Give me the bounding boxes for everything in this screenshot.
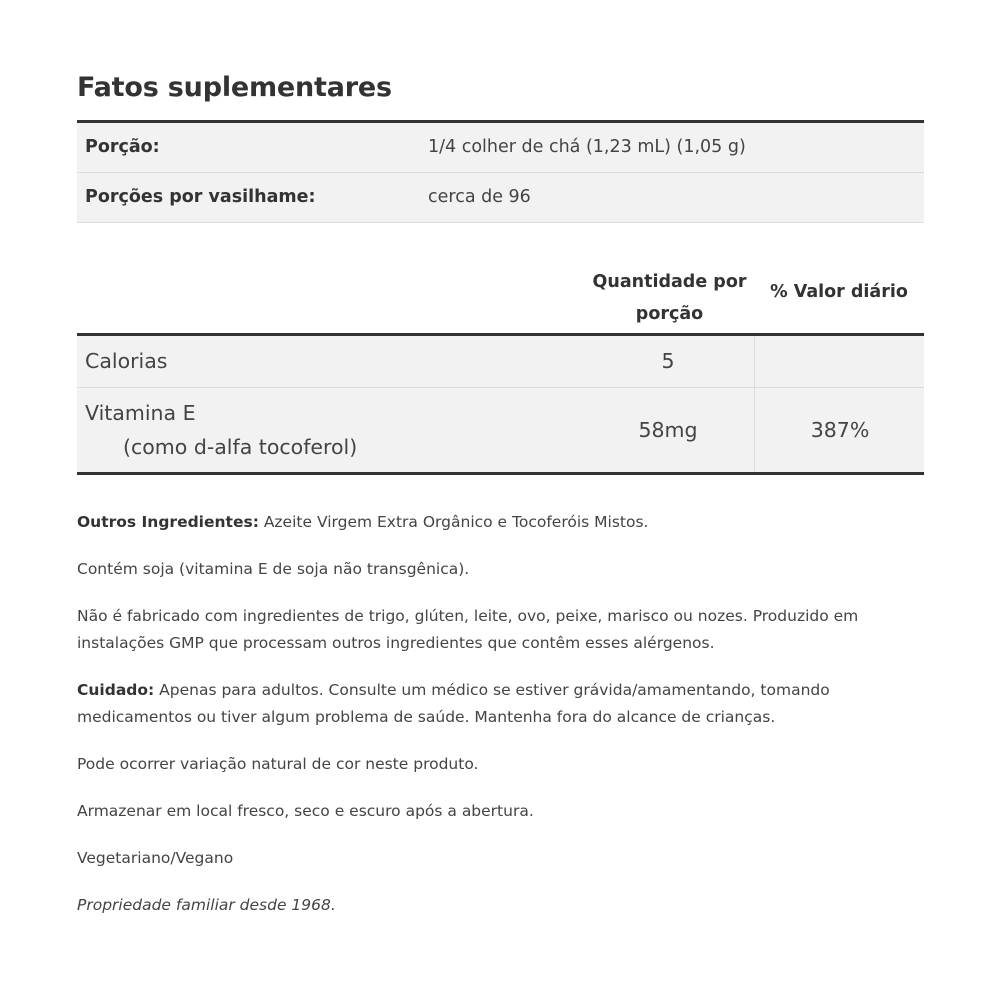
soy-note: Contém soja (vitamina E de soja não transgênica). (77, 560, 470, 578)
other-ingredients-text: Azeite Virgem Extra Orgânico e Tocoferóis Mistos. (258, 513, 649, 531)
servings-per-container-label: Porções por vasilhame: (85, 187, 316, 207)
caution-label: Cuidado: (77, 681, 155, 699)
amount-per-serving-header (582, 266, 757, 330)
nutrient-daily-value (754, 336, 925, 387)
page-title: Fatos suplementares (77, 72, 392, 103)
servings-per-container-value: cerca de 96 (428, 187, 531, 207)
serving-size-row (77, 123, 924, 173)
servings-per-container-row (77, 173, 924, 223)
nutrient-table-header (77, 262, 924, 334)
serving-info-table (77, 120, 924, 223)
caution-note: Cuidado: Apenas para adultos. Consulte um médico se estiver grávida/amamentando, tomando medicamentos ou tiver algum problema de saúde. Mantenha fora do alcance de crianças. (77, 681, 830, 726)
diet-note: Vegetariano/Vegano (77, 849, 234, 867)
serving-size-value: 1/4 colher de chá (1,23 mL) (1,05 g) (428, 137, 746, 157)
table-row (77, 388, 924, 472)
nutrient-source: (como d-alfa tocoferol) (123, 435, 358, 459)
storage-note: Armazenar em local fresco, seco e escuro após a abertura. (77, 802, 534, 820)
nutrient-name: Calorias (85, 349, 168, 373)
nutrient-amount: 58mg (638, 418, 698, 442)
other-ingredients-label: Outros Ingredientes: (77, 513, 259, 531)
nutrient-daily-value: 387% (754, 388, 925, 472)
amount-header-line2: porção (635, 304, 704, 324)
table-row (77, 336, 924, 388)
allergen-note: Não é fabricado com ingredientes de trigo, glúten, leite, ovo, peixe, marisco ou nozes. Produzido em instalações GMP que processam outros ingredientes que contêm esses alérgenos. (77, 607, 859, 652)
amount-header-line1: Quantidade por (592, 272, 747, 292)
nutrient-amount: 5 (661, 349, 675, 373)
nutrient-table (77, 333, 924, 475)
other-ingredients (77, 509, 924, 536)
serving-size-label: Porção: (85, 137, 160, 157)
family-owned-note: Propriedade familiar desde 1968. (77, 896, 336, 914)
product-notes (77, 509, 924, 939)
color-variation-note: Pode ocorrer variação natural de cor neste produto. (77, 755, 479, 773)
daily-value-header: % Valor diário (770, 282, 908, 302)
nutrient-name: Vitamina E (85, 401, 196, 425)
